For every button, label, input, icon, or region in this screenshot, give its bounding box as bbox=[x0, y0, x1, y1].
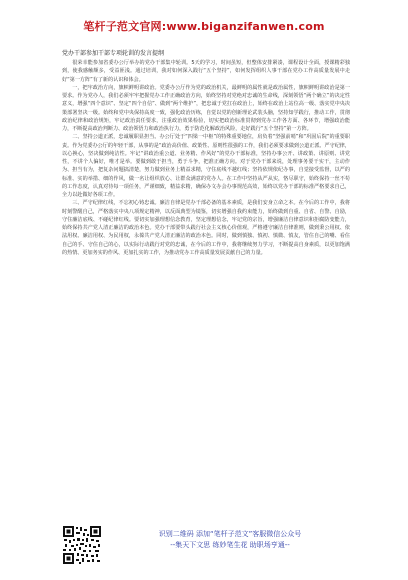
site-header: 笔杆子范文官网:www.biganzifanwen.com bbox=[83, 20, 325, 33]
paragraph-section-2: 二、坚持公道正派，忠诚履职显担当。办公厅处于“四梁一中枢”的特殊重要地位，肩负着“坚强前哨”和“巩固后院”的重要职责。作为党委办公厅的年轻干部，从事的是“政治高价值、政策性、原则性很强的工作，我们必须要求做到公道正派、严守纪律，以心换心，坚决做到纯洁性。牢记“讲政治重公道、业务精、作风好”的党办干部标准，坚持办事公开、讲政策、讲原则、讲党性，不讲个人偏好，唯才是举。要做到敢于担当，勇于斗争，把准正确方向。对于党办干部来说，处理事务要干实干，主动作为、担当有为，把复杂问题搞清楚，努力做到业务上精益求精，守住底线不越红线；坚持依规依纪办事，自觉接受监督，以严的标准、实的举措、细的作风，做一名让组织放心、让群众满意的党办人。在工作中坚持从严从实，恪尽职守，始终保持一丝不苟的工作态度，认真对待每一项任务，严谨细致，精益求精，确保办文办会办事规范高效，始终以党办干部的标准严格要求自己，全力以赴做好各项工作。 bbox=[62, 134, 350, 198]
qr-code-icon bbox=[62, 525, 102, 565]
paragraph-section-1: 一，把牢政治方向，旗帜鲜明讲政治。党委办公厅作为党的政治机关，最鲜明的属性就是政治属性，旗帜鲜明讲政治是第一要求。作为党办人，我们必须牢牢把握党办工作正确政治方向，始终坚持对党绝对忠诚的生命线，深刻领悟“两个确立”的决定性意义，增强“四个意识”、坚定“四个自信”、做到“两个维护”，把忠诚于党扛在政治上，始终在政治上站位高一级、落实党中央决策部署坚决一级。始终和党中央保持高度一致，强化政治历练，自觉以党的创新理论武装头脑，坚持知学践行，推动工作，贯彻政治纪律和政治规矩，牢记政治责任要求，注重政治效果检验，切实把政治标准贯彻到党办工作各方面、各环节，增强政治能力，不断提高政治判断力、政治领悟力和政治执行力，勇于防范化解政治风险，走好践行“五个坚持”第一方阵。 bbox=[62, 84, 350, 132]
paragraph-section-3: 三、严守纪律红线，不忘初心铸忠诚。廉洁自律是党办干部必备的基本素质，是我们安身立命之本。在今后的工作中，我将时刻警醒自己，严格落实中央八项规定精神，以反面典型为镜鉴，切实增强自我约束能力，始终做到自重、自省、自警、自励，守住廉洁底线、不碰纪律红线。要切实加强理想信念教育，坚定理想信念，牢记党的宗旨，增强廉洁自律意识和拒腐防变能力，始终保持共产党人清正廉洁的政治本色。党办干部要带头践行社会主义核心价值观，严格遵守廉洁自律准则，做到秉公用权、依法用权、廉洁用权、为民用权，永葆共产党人清正廉洁的政治本色。同时，做到慎独、慎初、慎微、慎友，管住自己的嘴、看住自己的手、守住自己的心，以实际行动践行对党的忠诚，在今后的工作中，我将继续努力学习，不断提高自身素质，以更加饱满的热情、更加务实的作风、更加扎实的工作，为推动党办工作高质量发展贡献自己的力量。 bbox=[62, 200, 350, 256]
footer-line-1: 识别二维码 添加“笔杆子范文”客服微信公众号 bbox=[158, 530, 302, 538]
document-body bbox=[62, 59, 350, 257]
document-title: 党办干部参加干部专项轮训的发言提纲 bbox=[62, 50, 165, 57]
paragraph-intro: 很荣幸能参加省委办公厅举办的党办干部集中轮训。5天的学习，时间虽短，但整体安排紧凑，课程设计全面，授课精彩独到，使我感触颇多，受益匪浅。通过培训，我对如何深入践行“五个坚持”，如何发挥组织人事干部在党办工作高质量发展中走好“第一方阵”有了新的认识和体会。 bbox=[62, 60, 350, 83]
footer-line-2: --集天下文思 练妙笔生花 助职场亨通-- bbox=[170, 540, 290, 549]
footer bbox=[62, 525, 362, 567]
footer-caption bbox=[120, 529, 340, 551]
